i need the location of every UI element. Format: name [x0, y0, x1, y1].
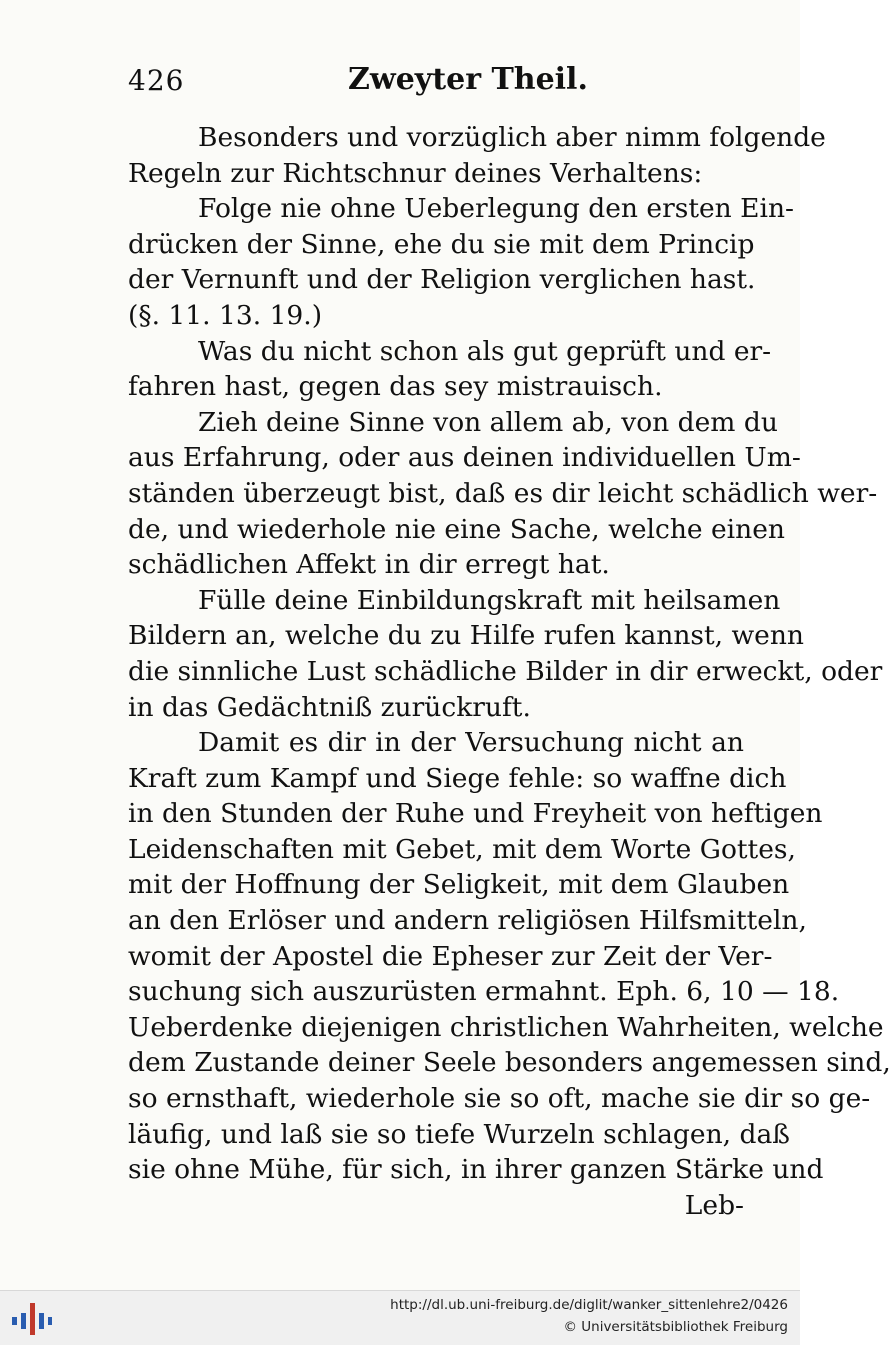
text-line: so ernsthaft, wiederhole sie so oft, mache sie dir so ge-	[128, 1083, 871, 1115]
text-line: in den Stunden der Ruhe und Freyheit von heftigen	[128, 798, 823, 830]
viewer-footer	[0, 1290, 800, 1345]
text-line: Leidenschaften mit Gebet, mit dem Worte Gottes,	[128, 833, 796, 865]
text-line: aus Erfahrung, oder aus deinen individuellen Um-	[128, 442, 801, 474]
text-line: Bildern an, welche du zu Hilfe rufen kannst, wenn	[128, 620, 804, 652]
body-text	[128, 120, 891, 1223]
page-header	[128, 58, 748, 102]
text-line: (§. 11. 13. 19.)	[128, 299, 323, 331]
text-line: womit der Apostel die Epheser zur Zeit der Ver-	[128, 940, 773, 972]
running-title: Zweyter Theil.	[348, 62, 588, 97]
text-line: Damit es dir in der Versuchung nicht an	[198, 727, 744, 759]
text-line: Zieh deine Sinne von allem ab, von dem du	[198, 406, 778, 438]
text-line: in das Gedächtniß zurückruft.	[128, 691, 531, 723]
copyright-notice: © Universitätsbibliothek Freiburg	[563, 1319, 788, 1335]
text-line: der Vernunft und der Religion verglichen hast.	[128, 264, 756, 296]
text-line: drücken der Sinne, ehe du sie mit dem Princip	[128, 228, 755, 260]
text-line: fahren hast, gegen das sey mistrauisch.	[128, 371, 663, 403]
text-line: Regeln zur Richtschnur deines Verhaltens:	[128, 157, 703, 189]
text-line: Fülle deine Einbildungskraft mit heilsamen	[198, 584, 781, 616]
text-line: die sinnliche Lust schädliche Bilder in dir erweckt, oder	[128, 655, 883, 687]
text-line: Besonders und vorzüglich aber nimm folgende	[198, 122, 826, 153]
text-line: mit der Hoffnung der Seligkeit, mit dem Glauben	[128, 869, 790, 901]
text-line: suchung sich auszurüsten ermahnt. Eph. 6, 10 — 18.	[128, 976, 840, 1008]
text-line: schädlichen Affekt in dir erregt hat.	[128, 549, 610, 581]
text-line: sie ohne Mühe, für sich, in ihrer ganzen Stärke und	[128, 1154, 824, 1186]
text-line: ständen überzeugt bist, daß es dir leicht schädlich wer-	[128, 477, 878, 509]
text-line: läufig, und laß sie so tiefe Wurzeln schlagen, daß	[128, 1118, 790, 1150]
text-line: Kraft zum Kampf und Siege fehle: so waffne dich	[128, 762, 787, 794]
text-line: an den Erlöser und andern religiösen Hilfsmitteln,	[128, 905, 807, 937]
text-line: Ueberdenke diejenigen christlichen Wahrheiten, welche	[128, 1011, 884, 1043]
page-number: 426	[128, 64, 185, 97]
text-line: de, und wiederhole nie eine Sache, welche einen	[128, 513, 785, 545]
text-line: Was du nicht schon als gut geprüft und er-	[198, 335, 772, 367]
text-line: Folge nie ohne Ueberlegung den ersten Ein-	[198, 193, 795, 225]
permalink-link[interactable]: http://dl.ub.uni-freiburg.de/diglit/wanker_sittenlehre2/0426	[390, 1297, 788, 1313]
catchword: Leb-	[684, 1189, 744, 1221]
library-logo-icon	[10, 1299, 54, 1339]
text-line: dem Zustande deiner Seele besonders angemessen sind,	[128, 1047, 891, 1079]
